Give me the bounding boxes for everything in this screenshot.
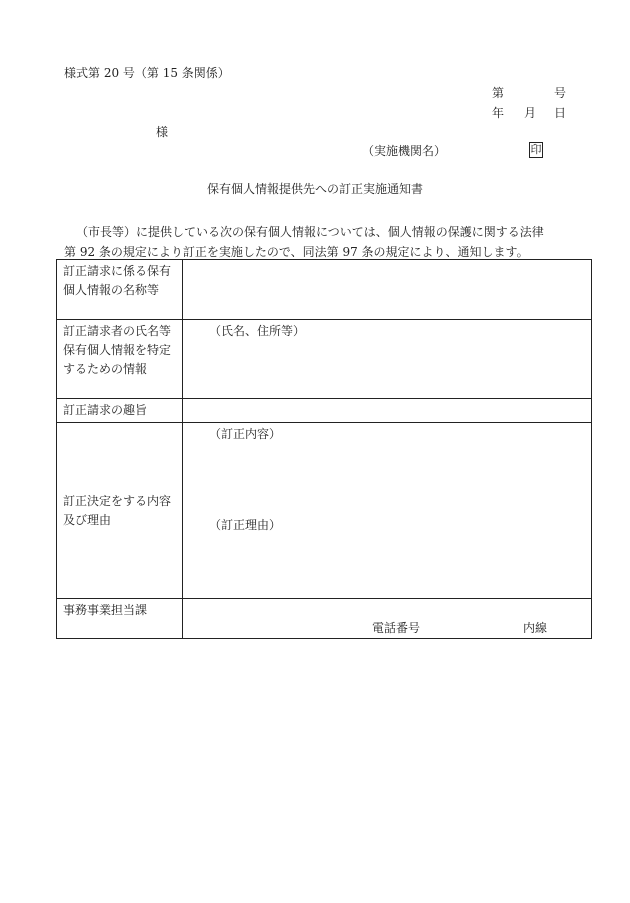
document-title: 保有個人情報提供先への訂正実施通知書 [206,182,423,196]
table-row [57,599,592,639]
purpose-label: 訂正請求の趣旨 [57,399,183,423]
department-value [183,599,592,639]
requester-note: （氏名、住所等） [209,324,306,338]
form-number: 様式第 20 号（第 15 条関係） [64,66,230,80]
document-number-prefix: 第 [492,86,505,100]
table-row [57,399,592,423]
body-line-1: （市長等）に提供している次の保有個人情報については、個人情報の保護に関する法律 [76,225,544,239]
table-row [57,423,592,599]
info-name-label: 訂正請求に係る保有個人情報の名称等 [57,260,183,320]
department-label: 事務事業担当課 [57,599,183,639]
agency-name-label: （実施機関名） [362,144,447,158]
table-row [57,260,592,320]
decision-label: 訂正決定をする内容及び理由 [57,423,183,599]
seal-mark: 印 [530,143,542,156]
decision-reason-note: （訂正理由） [209,518,282,532]
date-month-label: 月 [524,106,537,120]
document-number-suffix: 号 [554,86,567,100]
notification-form-table [56,259,592,639]
purpose-value [183,399,592,423]
decision-content-note: （訂正内容） [209,427,282,441]
date-day-label: 日 [554,106,567,120]
phone-label: 電話番号 [372,621,421,635]
decision-value [183,423,592,599]
date-year-label: 年 [492,106,505,120]
body-text [64,222,570,262]
requester-value [183,320,592,399]
info-name-value [183,260,592,320]
body-line-2: 第 92 条の規定により訂正を実施したので、同法第 97 条の規定により、通知します。 [64,245,529,259]
addressee-suffix: 様 [156,125,169,139]
table-row [57,320,592,399]
extension-label: 内線 [523,621,548,635]
requester-label: 訂正請求者の氏名等保有個人情報を特定するための情報 [57,320,183,399]
